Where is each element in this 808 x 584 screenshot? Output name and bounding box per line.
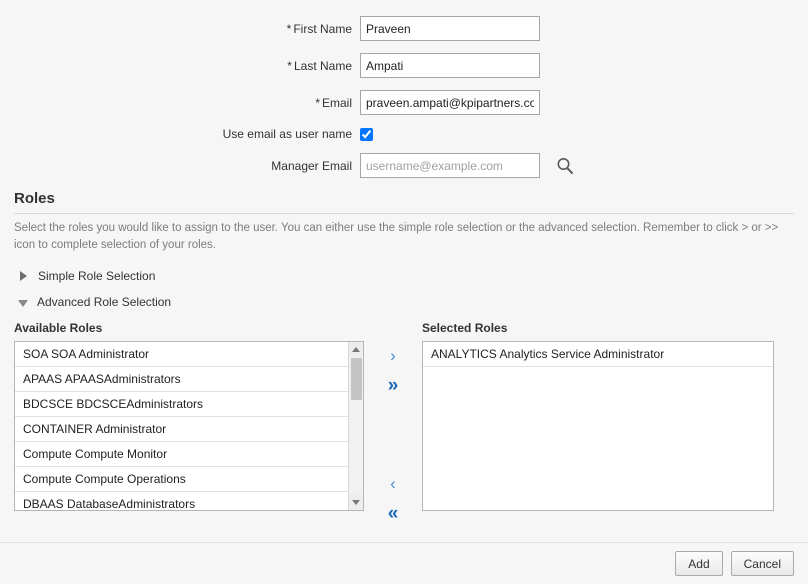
manager-email-label: Manager Email [271, 158, 352, 173]
move-all-left-button[interactable]: « [387, 502, 399, 524]
manager-email-input[interactable] [360, 153, 540, 178]
form-row-manager-email [0, 153, 808, 178]
selected-roles-list-inner [423, 342, 773, 510]
scrollbar-thumb[interactable] [351, 358, 362, 400]
email-label [0, 96, 360, 110]
first-name-label [0, 22, 360, 36]
use-email-as-username-label: Use email as user name [222, 127, 352, 141]
list-item[interactable]: CONTAINER Administrator [15, 417, 363, 442]
simple-role-selection-label: Simple Role Selection [38, 268, 156, 283]
chevron-right-icon [20, 271, 27, 281]
move-all-right-button[interactable]: » [387, 374, 399, 396]
form-row-email [0, 90, 808, 115]
required-marker: * [286, 21, 292, 36]
roles-section [0, 190, 808, 529]
simple-role-selection-toggle[interactable] [14, 269, 794, 283]
form-row-first-name [0, 16, 808, 41]
move-left-button[interactable]: ‹ [390, 473, 396, 493]
cancel-button[interactable]: Cancel [731, 551, 794, 576]
list-item[interactable]: BDCSCE BDCSCEAdministrators [15, 392, 363, 417]
form-row-last-name [0, 53, 808, 78]
available-roles-header: Available Roles [14, 320, 103, 335]
first-name-label-text: First Name [293, 21, 352, 36]
chevron-down-icon [18, 300, 28, 307]
email-field[interactable] [360, 90, 540, 115]
last-name-input[interactable] [360, 53, 540, 78]
available-roles-column [14, 321, 364, 511]
email-label-text: Email [321, 95, 352, 110]
dialog-footer [0, 542, 808, 584]
user-details-form [0, 0, 808, 178]
roles-shuttle [14, 321, 794, 529]
roles-divider [14, 213, 794, 214]
use-email-as-username-checkbox[interactable] [360, 128, 373, 141]
add-button[interactable]: Add [675, 551, 722, 576]
scroll-up-button[interactable] [349, 342, 363, 357]
available-roles-list[interactable] [14, 341, 364, 511]
selected-roles-list[interactable] [422, 341, 774, 511]
chevron-up-icon [352, 347, 360, 352]
list-item[interactable]: Compute Compute Monitor [15, 442, 363, 467]
form-row-use-email-as-username [0, 127, 808, 141]
list-item[interactable]: ANALYTICS Analytics Service Administrator [423, 342, 773, 367]
roles-title: Roles [14, 190, 55, 207]
available-roles-scrollbar[interactable] [348, 342, 363, 510]
list-item[interactable]: SOA SOA Administrator [15, 342, 363, 367]
advanced-role-selection-toggle[interactable] [14, 295, 794, 309]
shuttle-buttons-column [364, 321, 422, 529]
advanced-role-selection-label: Advanced Role Selection [37, 294, 172, 309]
first-name-input[interactable] [360, 16, 540, 41]
selected-roles-header: Selected Roles [422, 320, 508, 335]
list-item[interactable]: Compute Compute Operations [15, 467, 363, 492]
scroll-down-button[interactable] [349, 495, 363, 510]
chevron-down-icon [352, 500, 360, 505]
required-marker: * [287, 58, 292, 73]
selected-roles-column [422, 321, 774, 511]
list-item[interactable]: APAAS APAASAdministrators [15, 367, 363, 392]
list-item[interactable]: DBAAS DatabaseAdministrators [15, 492, 363, 510]
last-name-label [0, 59, 360, 73]
search-icon[interactable] [554, 155, 576, 177]
move-right-button[interactable]: › [390, 345, 396, 365]
available-roles-list-inner [15, 342, 363, 510]
last-name-label-text: Last Name [293, 58, 352, 73]
required-marker: * [315, 95, 320, 110]
roles-hint: Select the roles you would like to assign to the user. You can either use the simple role selection or the advanced selection. Remember to click > or >> icon to complete selection of your roles. [14, 222, 779, 252]
